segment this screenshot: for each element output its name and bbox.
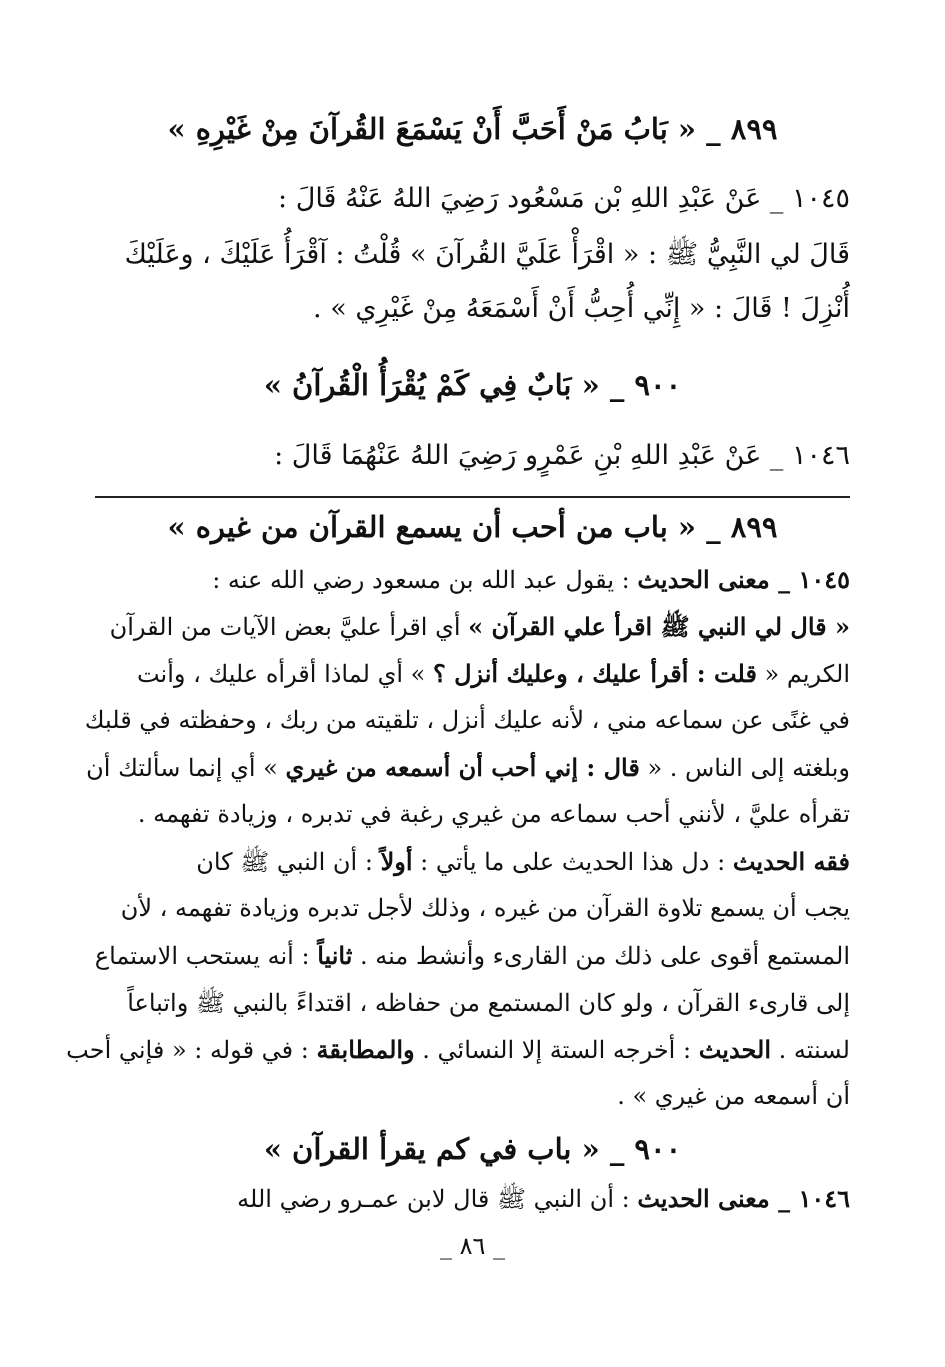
emphasis: ثانياً: [317, 941, 353, 970]
commentary-line-13: [95, 1184, 850, 1219]
separator-rule: [95, 496, 850, 498]
quote: « قال لي النبي ﷺ اقرأ علي القرآن »: [468, 612, 850, 641]
text: الكريم «: [756, 660, 850, 688]
text: : أنه يستحب الاستماع: [94, 942, 318, 970]
commentary-line-3: [95, 659, 850, 688]
text: : يقول عبد الله بن مسعود رضي الله عنه :: [212, 566, 638, 594]
section-label: معنى الحديث: [637, 1184, 770, 1213]
commentary-line-4: في غنًى عن سماعه مني ، لأنه عليك أنزل ، تلقيته من ربك ، وحفظته في قلبك: [84, 706, 850, 734]
commentary-line-10: إلى قارىء القرآن ، ولو كان المستمع من حفاظه ، اقتداءً بالنبي ﷺ واتباعاً: [127, 989, 850, 1017]
quote: قلت : أقرأ عليك ، وعليك أنزل ؟: [432, 659, 757, 688]
hadith-1045-line-1: ١٠٤٥ _ عَنْ عَبْدِ اللهِ بْن مَسْعُود رَضِيَ اللهُ عَنْهُ قَالَ :: [278, 183, 850, 214]
text: لسنته .: [771, 1036, 850, 1064]
commentary-line-2: [95, 612, 850, 647]
commentary-title-899: ٨٩٩ _ « باب من أحب أن يسمع القرآن من غيره »: [167, 510, 778, 544]
hadith-number: ١٠٤٥ _: [769, 565, 850, 594]
commentary-line-11: [66, 1035, 850, 1064]
commentary-line-1: [95, 565, 850, 594]
section-label: والمطابقة: [316, 1035, 415, 1064]
quote: قال : إني أحب أن أسمعه من غيري: [285, 753, 640, 782]
hadith-number: ١٠٤٦ _: [769, 1184, 850, 1213]
text: » أي لماذا أقرأه عليك ، وأنت: [136, 660, 433, 688]
text: المستمع أقوى على ذلك من القارىء وأنشط منه .: [352, 942, 850, 970]
section-label: فقه الحديث: [732, 847, 850, 876]
commentary-title-900: ٩٠٠ _ « باب في كم يقرأ القرآن »: [263, 1132, 682, 1166]
chapter-title-900: ٩٠٠ _ « بَابٌ فِي كَمْ يُقْرَأُ الْقُرآنُ »: [263, 368, 682, 402]
text: : أن النبي ﷺ قال لابن عمـرو رضي الله: [237, 1185, 638, 1213]
commentary-line-7: [95, 847, 850, 882]
hadith-1045-line-2: قَالَ لي النَّبِيُّ ﷺ : « اقْرَأْ عَلَيَّ القُرآنَ » قُلْتُ : آقْرَأُ عَلَيْكَ ، وعَلَيْكَ: [124, 239, 850, 270]
chapter-title-899: ٨٩٩ _ « بَابُ مَنْ أَحَبَّ أَنْ يَسْمَعَ القُرآنَ مِنْ غَيْرِهِ »: [167, 112, 778, 146]
text: : دل هذا الحديث على ما يأتي :: [412, 848, 733, 876]
section-label: معنى الحديث: [637, 565, 770, 594]
emphasis: أولاً: [380, 847, 413, 876]
text: : أن النبي ﷺ كان: [196, 848, 381, 876]
commentary-line-6: تقرأه عليَّ ، لأنني أحب سماعه من غيري رغبة في تدبره ، وزيادة تفهمه .: [137, 800, 850, 828]
text: : في قوله : « فإني أحب: [66, 1036, 317, 1064]
text: وبلغته إلى الناس . «: [639, 754, 850, 782]
text: أي اقرأ عليَّ بعض الآيات من القرآن: [109, 613, 469, 641]
commentary-line-9: [95, 941, 850, 970]
text: : أخرجه الستة إلا النسائي .: [414, 1036, 699, 1064]
text: » أي إنما سألتك أن: [86, 754, 286, 782]
hadith-1046-line-1: ١٠٤٦ _ عَنْ عَبْدِ اللهِ بْنِ عَمْرٍو رَضِيَ اللهُ عَنْهُمَا قَالَ :: [274, 440, 850, 471]
section-label: الحديث: [698, 1035, 772, 1064]
commentary-line-12: أن أسمعه من غيري » .: [617, 1082, 850, 1110]
commentary-line-5: [86, 753, 850, 782]
page-number: _ ٨٦ _: [439, 1232, 506, 1260]
hadith-1045-line-3: أُنْزِلَ ! قَالَ : « إِنِّي أُحِبُّ أَنْ أَسْمَعَهُ مِنْ غَيْرِي » .: [313, 293, 850, 324]
commentary-line-8: يجب أن يسمع تلاوة القرآن من غيره ، وذلك لأجل تدبره وزيادة تفهمه ، لأن: [120, 894, 850, 922]
